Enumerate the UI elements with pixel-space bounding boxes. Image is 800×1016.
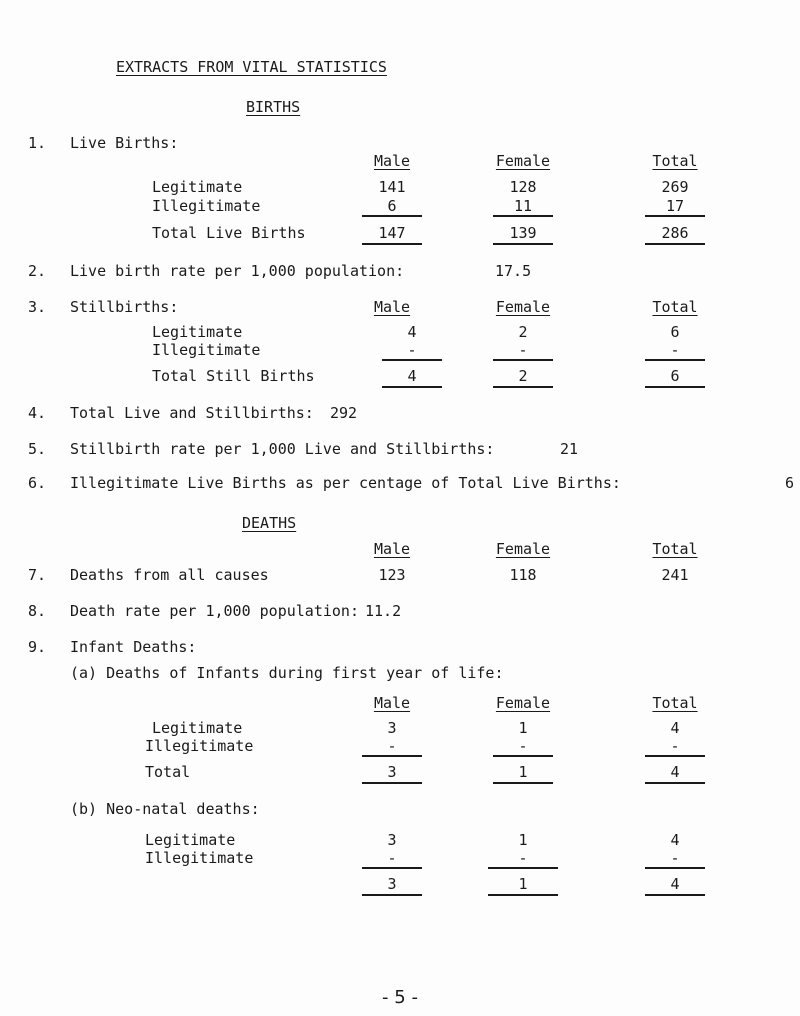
item-number: 9. — [28, 638, 47, 656]
cell-male: 6 — [387, 197, 397, 215]
cell-total: 269 — [661, 178, 689, 196]
cell-male: 3 — [387, 719, 397, 737]
sum-rule — [488, 867, 558, 869]
row-label: Illegitimate — [145, 849, 254, 867]
item-number: 1. — [28, 134, 47, 152]
item-number: 5. — [28, 440, 47, 458]
cell-total: 4 — [670, 875, 680, 893]
cell-female: 1 — [518, 719, 528, 737]
sum-rule — [645, 359, 705, 361]
cell-female: 1 — [518, 875, 528, 893]
row-label: Legitimate — [152, 323, 243, 341]
col-total: Total — [652, 298, 698, 316]
cell-male: 147 — [378, 224, 406, 242]
total-rule — [493, 243, 553, 245]
infant-b-label: (b) Neo-natal deaths: — [70, 800, 260, 818]
cell-female: 118 — [509, 566, 537, 584]
births-heading: BIRTHS — [246, 98, 301, 116]
cell-female: - — [518, 737, 528, 755]
row-label: Legitimate — [152, 178, 243, 196]
cell-male: 4 — [407, 323, 417, 341]
total-rule — [362, 894, 422, 896]
col-male: Male — [373, 694, 411, 712]
sum-rule — [493, 359, 553, 361]
total-rule — [493, 782, 553, 784]
cell-female: 2 — [518, 323, 528, 341]
cell-male: - — [387, 737, 397, 755]
illegit-pct-label: Illegitimate Live Births as per centage of Total Live Births: — [70, 474, 621, 492]
all-causes-label: Deaths from all causes — [70, 566, 269, 584]
stillbirth-rate-label: Stillbirth rate per 1,000 Live and Stillbirths: — [70, 440, 495, 458]
cell-male: 123 — [378, 566, 406, 584]
row-label: Illegitimate — [152, 341, 261, 359]
stillbirths-label: Stillbirths: — [70, 298, 179, 316]
deaths-heading: DEATHS — [242, 514, 297, 532]
stillbirth-rate-value: 21 — [560, 440, 579, 458]
cell-total: - — [670, 737, 680, 755]
cell-total: 4 — [670, 831, 680, 849]
sum-rule — [362, 215, 422, 217]
cell-total: 286 — [661, 224, 689, 242]
cell-male: 4 — [407, 367, 417, 385]
item-number: 8. — [28, 602, 47, 620]
sum-rule — [362, 755, 422, 757]
cell-total: 4 — [670, 719, 680, 737]
item-number: 4. — [28, 404, 47, 422]
total-rule — [488, 894, 558, 896]
infant-a-label: (a) Deaths of Infants during first year of life: — [70, 664, 504, 682]
sum-rule — [362, 867, 422, 869]
cell-total: 4 — [670, 763, 680, 781]
col-male: Male — [373, 540, 411, 558]
cell-female: - — [518, 341, 528, 359]
col-female: Female — [495, 152, 551, 170]
cell-female: 11 — [513, 197, 533, 215]
col-female: Female — [495, 540, 551, 558]
row-label: Legitimate — [152, 719, 243, 737]
col-total: Total — [652, 152, 698, 170]
cell-female: 128 — [509, 178, 537, 196]
cell-female: 1 — [518, 763, 528, 781]
cell-female: - — [518, 849, 528, 867]
total-rule — [645, 243, 705, 245]
cell-male: 3 — [387, 831, 397, 849]
page-number: - 5 - — [382, 987, 418, 1008]
total-rule — [382, 386, 442, 388]
cell-female: 2 — [518, 367, 528, 385]
cell-total: - — [670, 849, 680, 867]
birth-rate-label: Live birth rate per 1,000 population: — [70, 262, 405, 280]
cell-female: 1 — [518, 831, 528, 849]
col-total: Total — [652, 540, 698, 558]
cell-male: 3 — [387, 875, 397, 893]
infant-deaths-label: Infant Deaths: — [70, 638, 197, 656]
cell-male: - — [407, 341, 417, 359]
page-title: EXTRACTS FROM VITAL STATISTICS — [116, 58, 387, 76]
total-rule — [645, 894, 705, 896]
col-female: Female — [495, 298, 551, 316]
death-rate-label: Death rate per 1,000 population: — [70, 602, 359, 620]
total-rule — [362, 782, 422, 784]
col-male: Male — [373, 152, 411, 170]
sum-rule — [645, 755, 705, 757]
item-number: 3. — [28, 298, 47, 316]
total-live-still-label: Total Live and Stillbirths: — [70, 404, 314, 422]
total-rule — [645, 386, 705, 388]
cell-female: 139 — [509, 224, 537, 242]
item-number: 6. — [28, 474, 47, 492]
sum-rule — [493, 215, 553, 217]
birth-rate-value: 17.5 — [495, 262, 532, 280]
total-rule — [493, 386, 553, 388]
sum-rule — [382, 359, 442, 361]
cell-total: 241 — [661, 566, 689, 584]
col-female: Female — [495, 694, 551, 712]
col-total: Total — [652, 694, 698, 712]
illegit-pct-value: 6 — [785, 474, 795, 492]
sum-rule — [493, 755, 553, 757]
cell-male: 141 — [378, 178, 406, 196]
item-number: 2. — [28, 262, 47, 280]
total-rule — [645, 782, 705, 784]
row-label: Total Live Births — [152, 224, 306, 242]
cell-total: 17 — [665, 197, 685, 215]
cell-total: 6 — [670, 323, 680, 341]
sum-rule — [645, 867, 705, 869]
death-rate-value: 11.2 — [365, 602, 402, 620]
row-label: Legitimate — [145, 831, 236, 849]
cell-total: - — [670, 341, 680, 359]
cell-male: 3 — [387, 763, 397, 781]
row-label: Illegitimate — [145, 737, 254, 755]
cell-total: 6 — [670, 367, 680, 385]
row-label: Illegitimate — [152, 197, 261, 215]
cell-male: - — [387, 849, 397, 867]
total-rule — [362, 243, 422, 245]
total-live-still-value: 292 — [330, 404, 358, 422]
live-births-label: Live Births: — [70, 134, 179, 152]
item-number: 7. — [28, 566, 47, 584]
col-male: Male — [373, 298, 411, 316]
row-label: Total Still Births — [152, 367, 315, 385]
sum-rule — [645, 215, 705, 217]
row-label: Total — [145, 763, 191, 781]
